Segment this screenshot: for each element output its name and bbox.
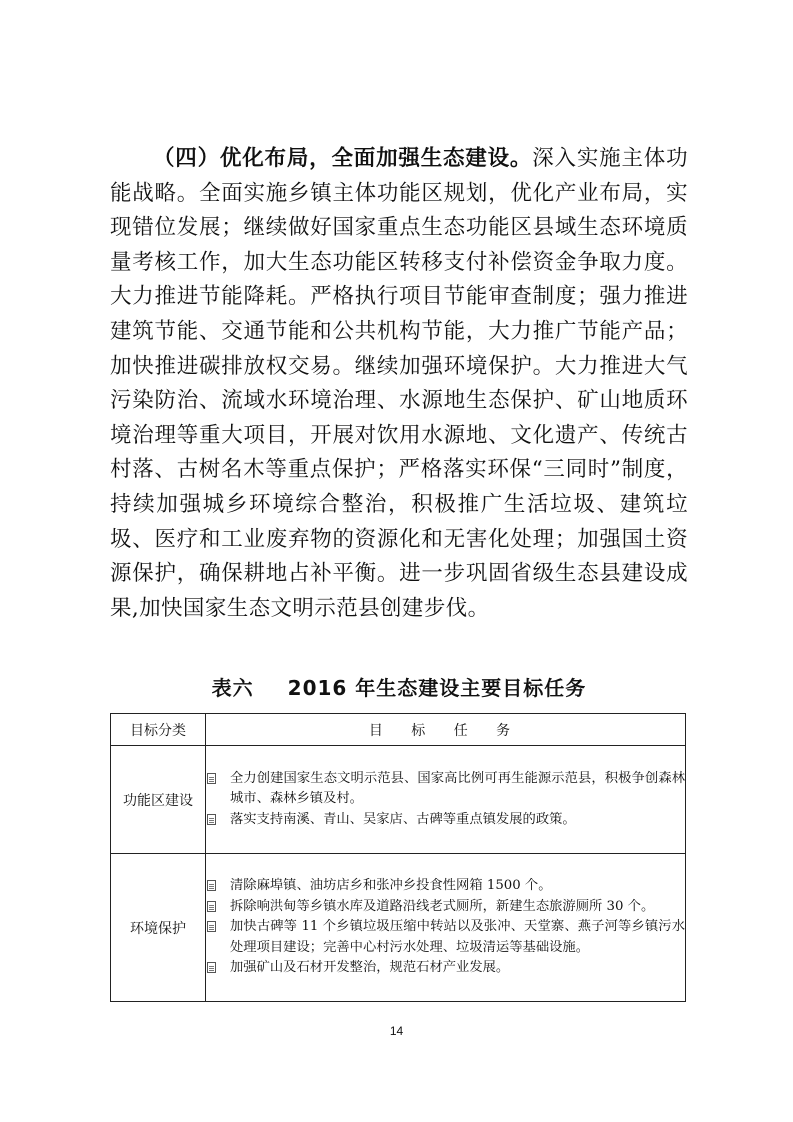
paragraph-body: 深入实施主体功能战略。全面实施乡镇主体功能区规划，优化产业布局，实现错位发展；继续做好国家重点生态功能区县域生态环境质量考核工作，加大生态功能区转移支付补偿资金争取力度。大力推进节能降耗。严格执行项目节能审查制度；强力推进建筑节能、交通节能和公共机构节能，大力推广节能产品；加快推进碳排放权交易。继续加强环境保护。大力推进大气污染防治、流域水环境治理、水源地生态保护、矿山地质环境治理等重大项目，开展对饮用水源地、文化遗产、传统古村落、古树名木等重点保护；严格落实环保“三同时”制度，持续加强城乡环境综合整治，积极推广生活垃圾、建筑垃圾、医疗和工业废弃物的资源化和无害化处理；加强国土资源保护，确保耕地占补平衡。进一步巩固省级生态县建设成果,加快国家生态文明示范县创建步伐。	[110, 146, 688, 621]
document-icon	[207, 814, 216, 825]
table-title	[110, 672, 688, 701]
task-list	[206, 876, 685, 978]
document-icon	[207, 773, 216, 784]
task-item	[206, 958, 685, 978]
task-item	[206, 897, 685, 917]
row-tasks	[206, 746, 686, 854]
task-item	[206, 917, 685, 958]
task-text: 加强矿山及石材开发整治，规范石材产业发展。	[230, 960, 510, 976]
task-text: 落实支持南溪、青山、吴家店、古碑等重点镇发展的政策。	[230, 811, 576, 827]
document-icon	[207, 921, 216, 932]
document-icon	[207, 962, 216, 973]
paragraph-lead: （四）优化布局，全面加强生态建设。	[153, 146, 533, 171]
table-header-row	[111, 714, 686, 746]
task-text: 全力创建国家生态文明示范县、国家高比例可再生能源示范县，积极争创森林城市、森林乡镇及村。	[230, 770, 685, 807]
task-item	[206, 769, 685, 810]
row-category: 环境保护	[111, 854, 206, 1002]
task-item	[206, 810, 685, 830]
document-icon	[207, 901, 216, 912]
header-tasks: 目 标 任 务	[206, 714, 686, 746]
row-category: 功能区建设	[111, 746, 206, 854]
body-paragraph	[110, 142, 688, 626]
page-number: 14	[389, 1024, 404, 1038]
document-icon	[207, 880, 216, 891]
table-title-text: 2016 年生态建设主要目标任务	[287, 676, 587, 700]
task-text: 拆除响洪甸等乡镇水库及道路沿线老式厕所，新建生态旅游厕所 30 个。	[230, 898, 655, 914]
task-text: 加快古碑等 11 个乡镇垃圾压缩中转站以及张冲、天堂寨、燕子河等乡镇污水处理项目建设；完善中心村污水处理、垃圾清运等基础设施。	[230, 919, 685, 955]
table-row	[111, 854, 686, 1002]
task-text: 清除麻埠镇、油坊店乡和张冲乡投食性网箱 1500 个。	[230, 878, 552, 894]
row-tasks	[206, 854, 686, 1002]
table-row	[111, 746, 686, 854]
targets-table	[110, 713, 686, 1002]
task-list	[206, 769, 685, 830]
header-category: 目标分类	[111, 714, 206, 746]
table-title-label: 表六	[211, 676, 254, 700]
task-item	[206, 876, 685, 896]
